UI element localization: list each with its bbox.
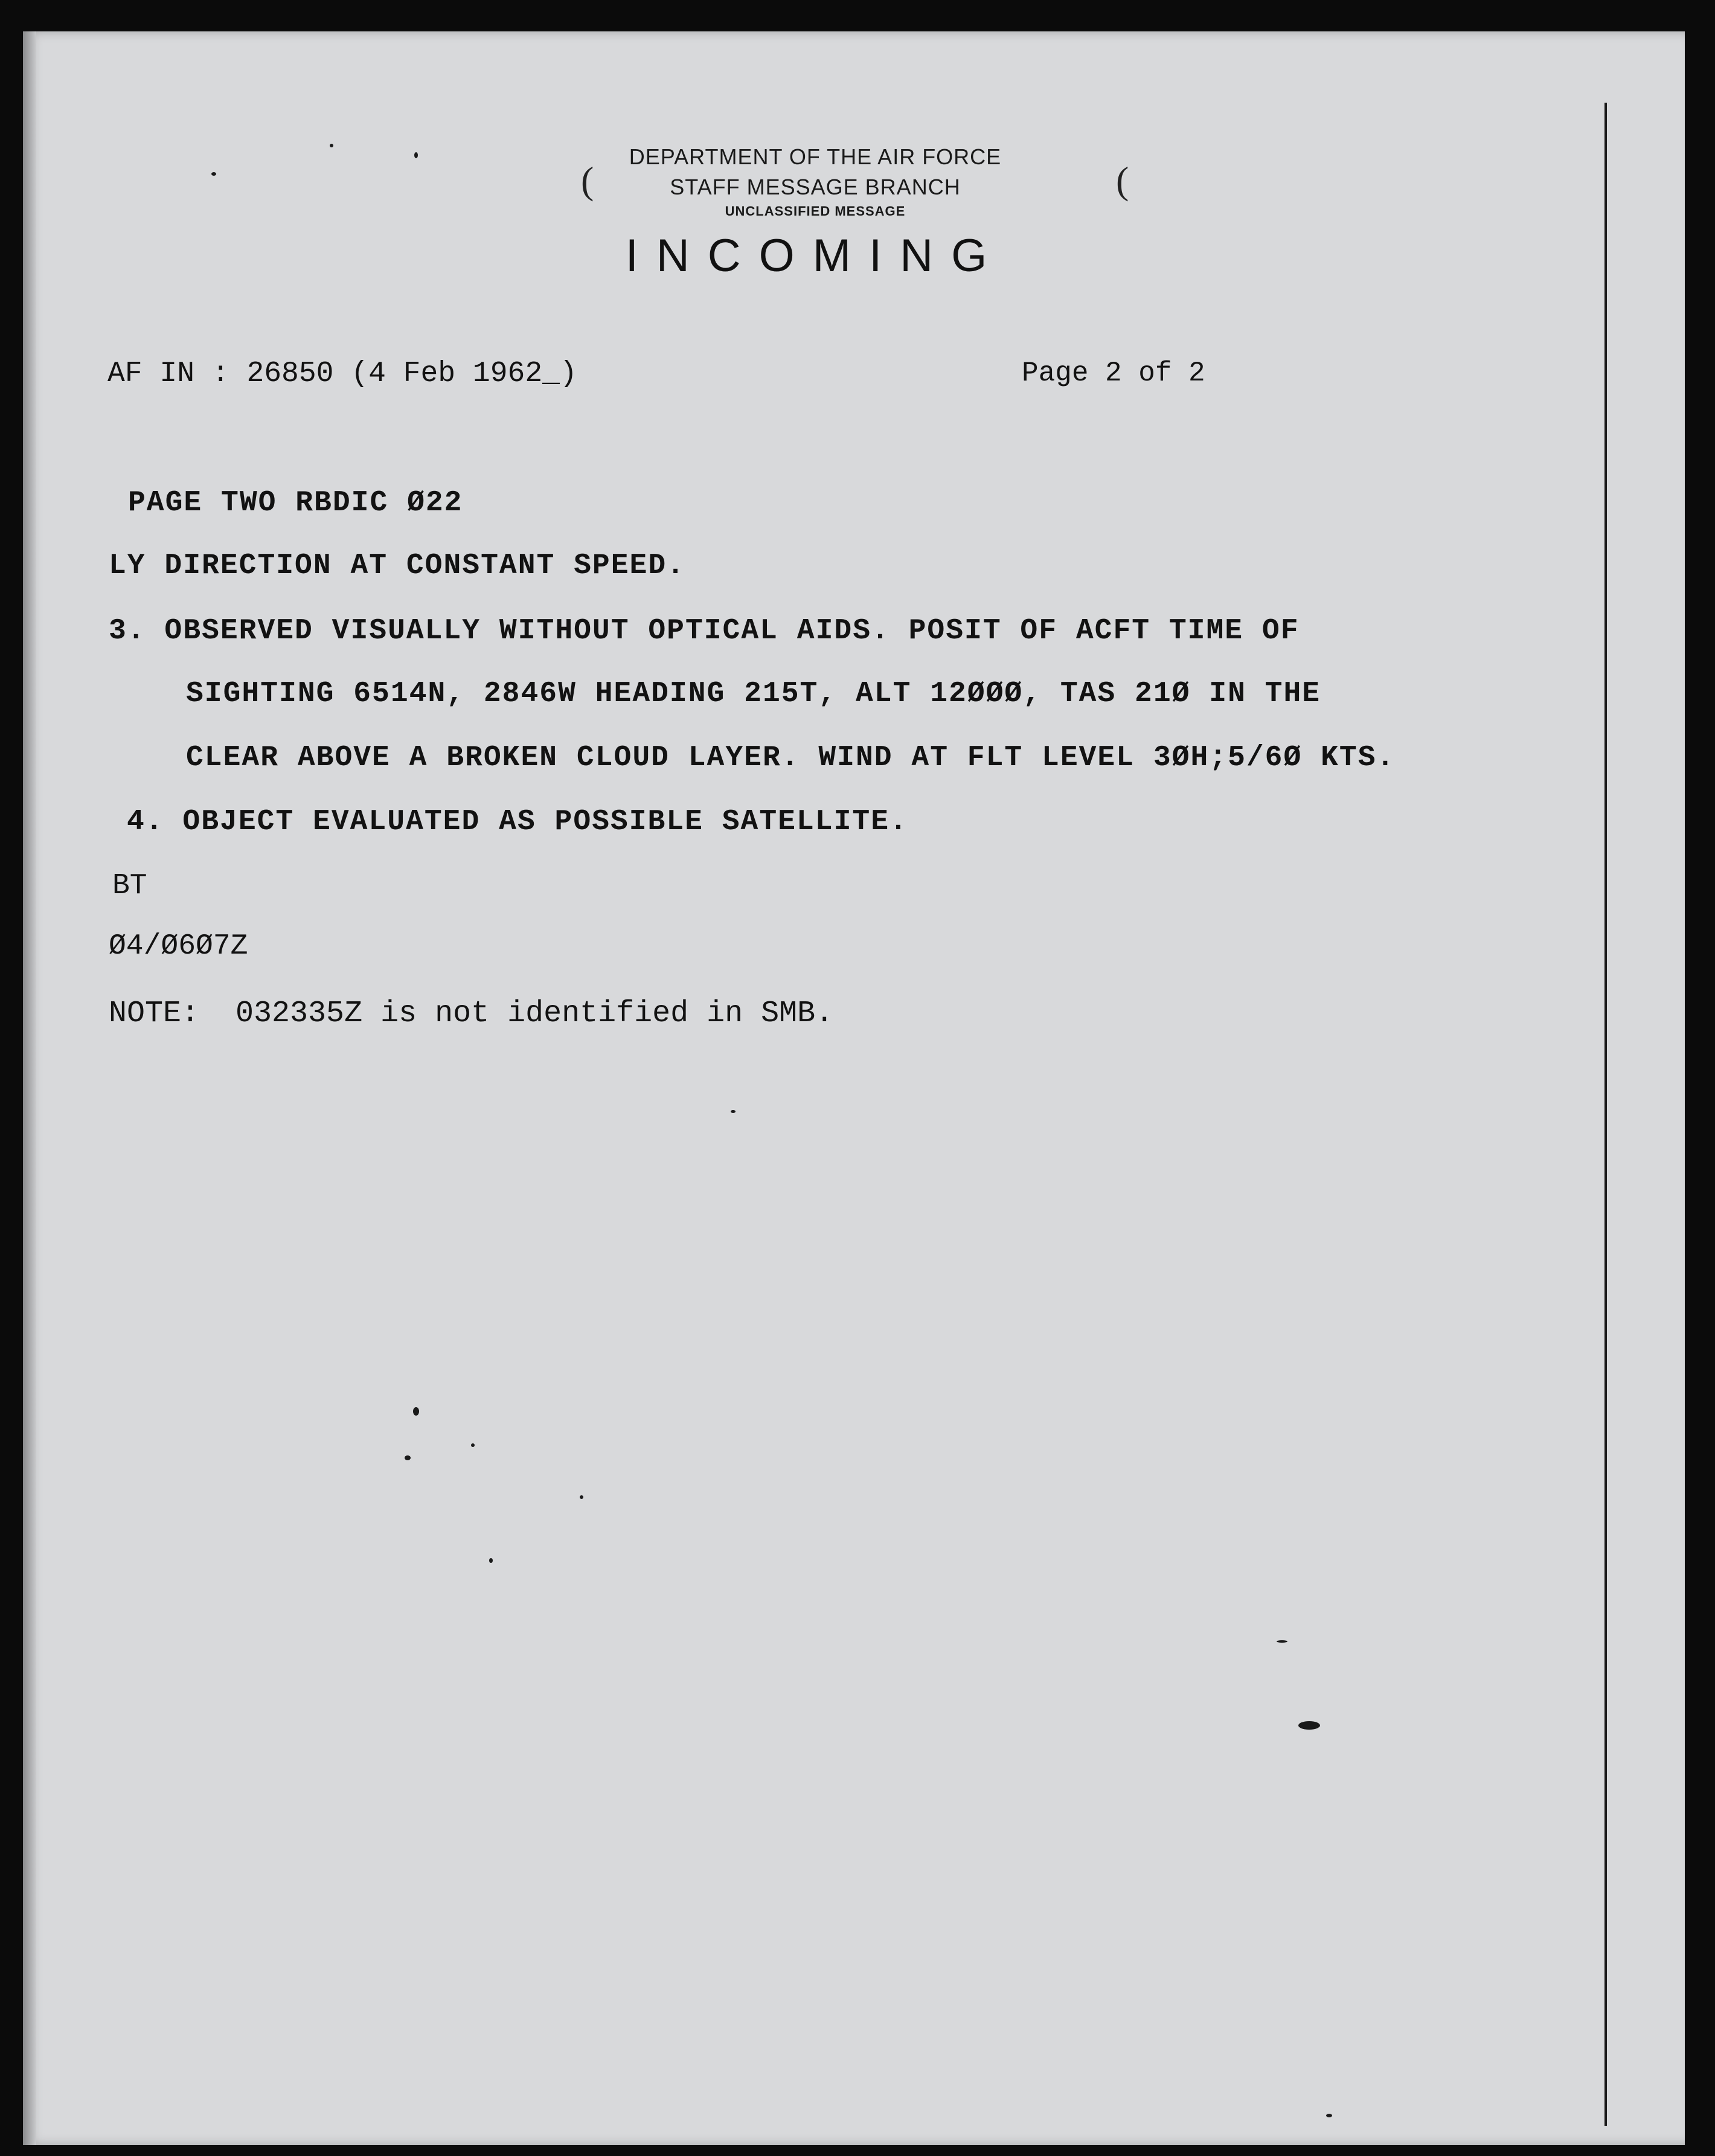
branch-title: STAFF MESSAGE BRANCH [670, 175, 961, 199]
incoming-title: INCOMING [625, 230, 1005, 281]
scan-speck [413, 1407, 419, 1416]
document-sheet [23, 31, 1685, 2145]
scan-speck [471, 1443, 475, 1447]
page-number: Page 2 of 2 [1022, 358, 1205, 389]
left-paren-mark: ( [581, 159, 594, 202]
scan-speck [731, 1110, 736, 1113]
right-margin-rule [1604, 103, 1607, 2126]
sheet-left-shadow [23, 31, 36, 2145]
scan-speck [489, 1558, 493, 1563]
right-paren-mark: ( [1116, 159, 1129, 202]
scan-speck [211, 172, 216, 176]
af-in-reference: AF IN : 26850 (4 Feb 1962_) [107, 358, 577, 390]
scan-speck [1298, 1721, 1320, 1730]
scan-speck [580, 1495, 583, 1499]
break-marker: BT [112, 870, 147, 902]
date-time-group: Ø4/Ø6Ø7Z [109, 930, 248, 963]
message-line: 3. OBSERVED VISUALLY WITHOUT OPTICAL AIDS. POSIT OF ACFT TIME OF [109, 615, 1300, 647]
message-line: LY DIRECTION AT CONSTANT SPEED. [109, 550, 685, 582]
message-line: PAGE TWO RBDIC Ø22 [128, 487, 463, 519]
message-line: CLEAR ABOVE A BROKEN CLOUD LAYER. WIND AT FLT LEVEL 3ØH;5/6Ø KTS. [186, 742, 1396, 774]
message-line: SIGHTING 6514N, 2846W HEADING 215T, ALT 12ØØØ, TAS 21Ø IN THE [186, 678, 1321, 710]
message-line: 4. OBJECT EVALUATED AS POSSIBLE SATELLITE. [127, 806, 908, 838]
letterhead [580, 142, 1051, 220]
scan-speck [405, 1455, 411, 1460]
scan-speck [1326, 2114, 1332, 2117]
classification-label: UNCLASSIFIED MESSAGE [725, 204, 906, 219]
scan-speck [414, 152, 418, 158]
scan-speck [1277, 1640, 1287, 1643]
department-title: DEPARTMENT OF THE AIR FORCE [629, 144, 1002, 169]
scan-speck [330, 144, 333, 147]
note-line: NOTE: 032335Z is not identified in SMB. [109, 996, 834, 1031]
